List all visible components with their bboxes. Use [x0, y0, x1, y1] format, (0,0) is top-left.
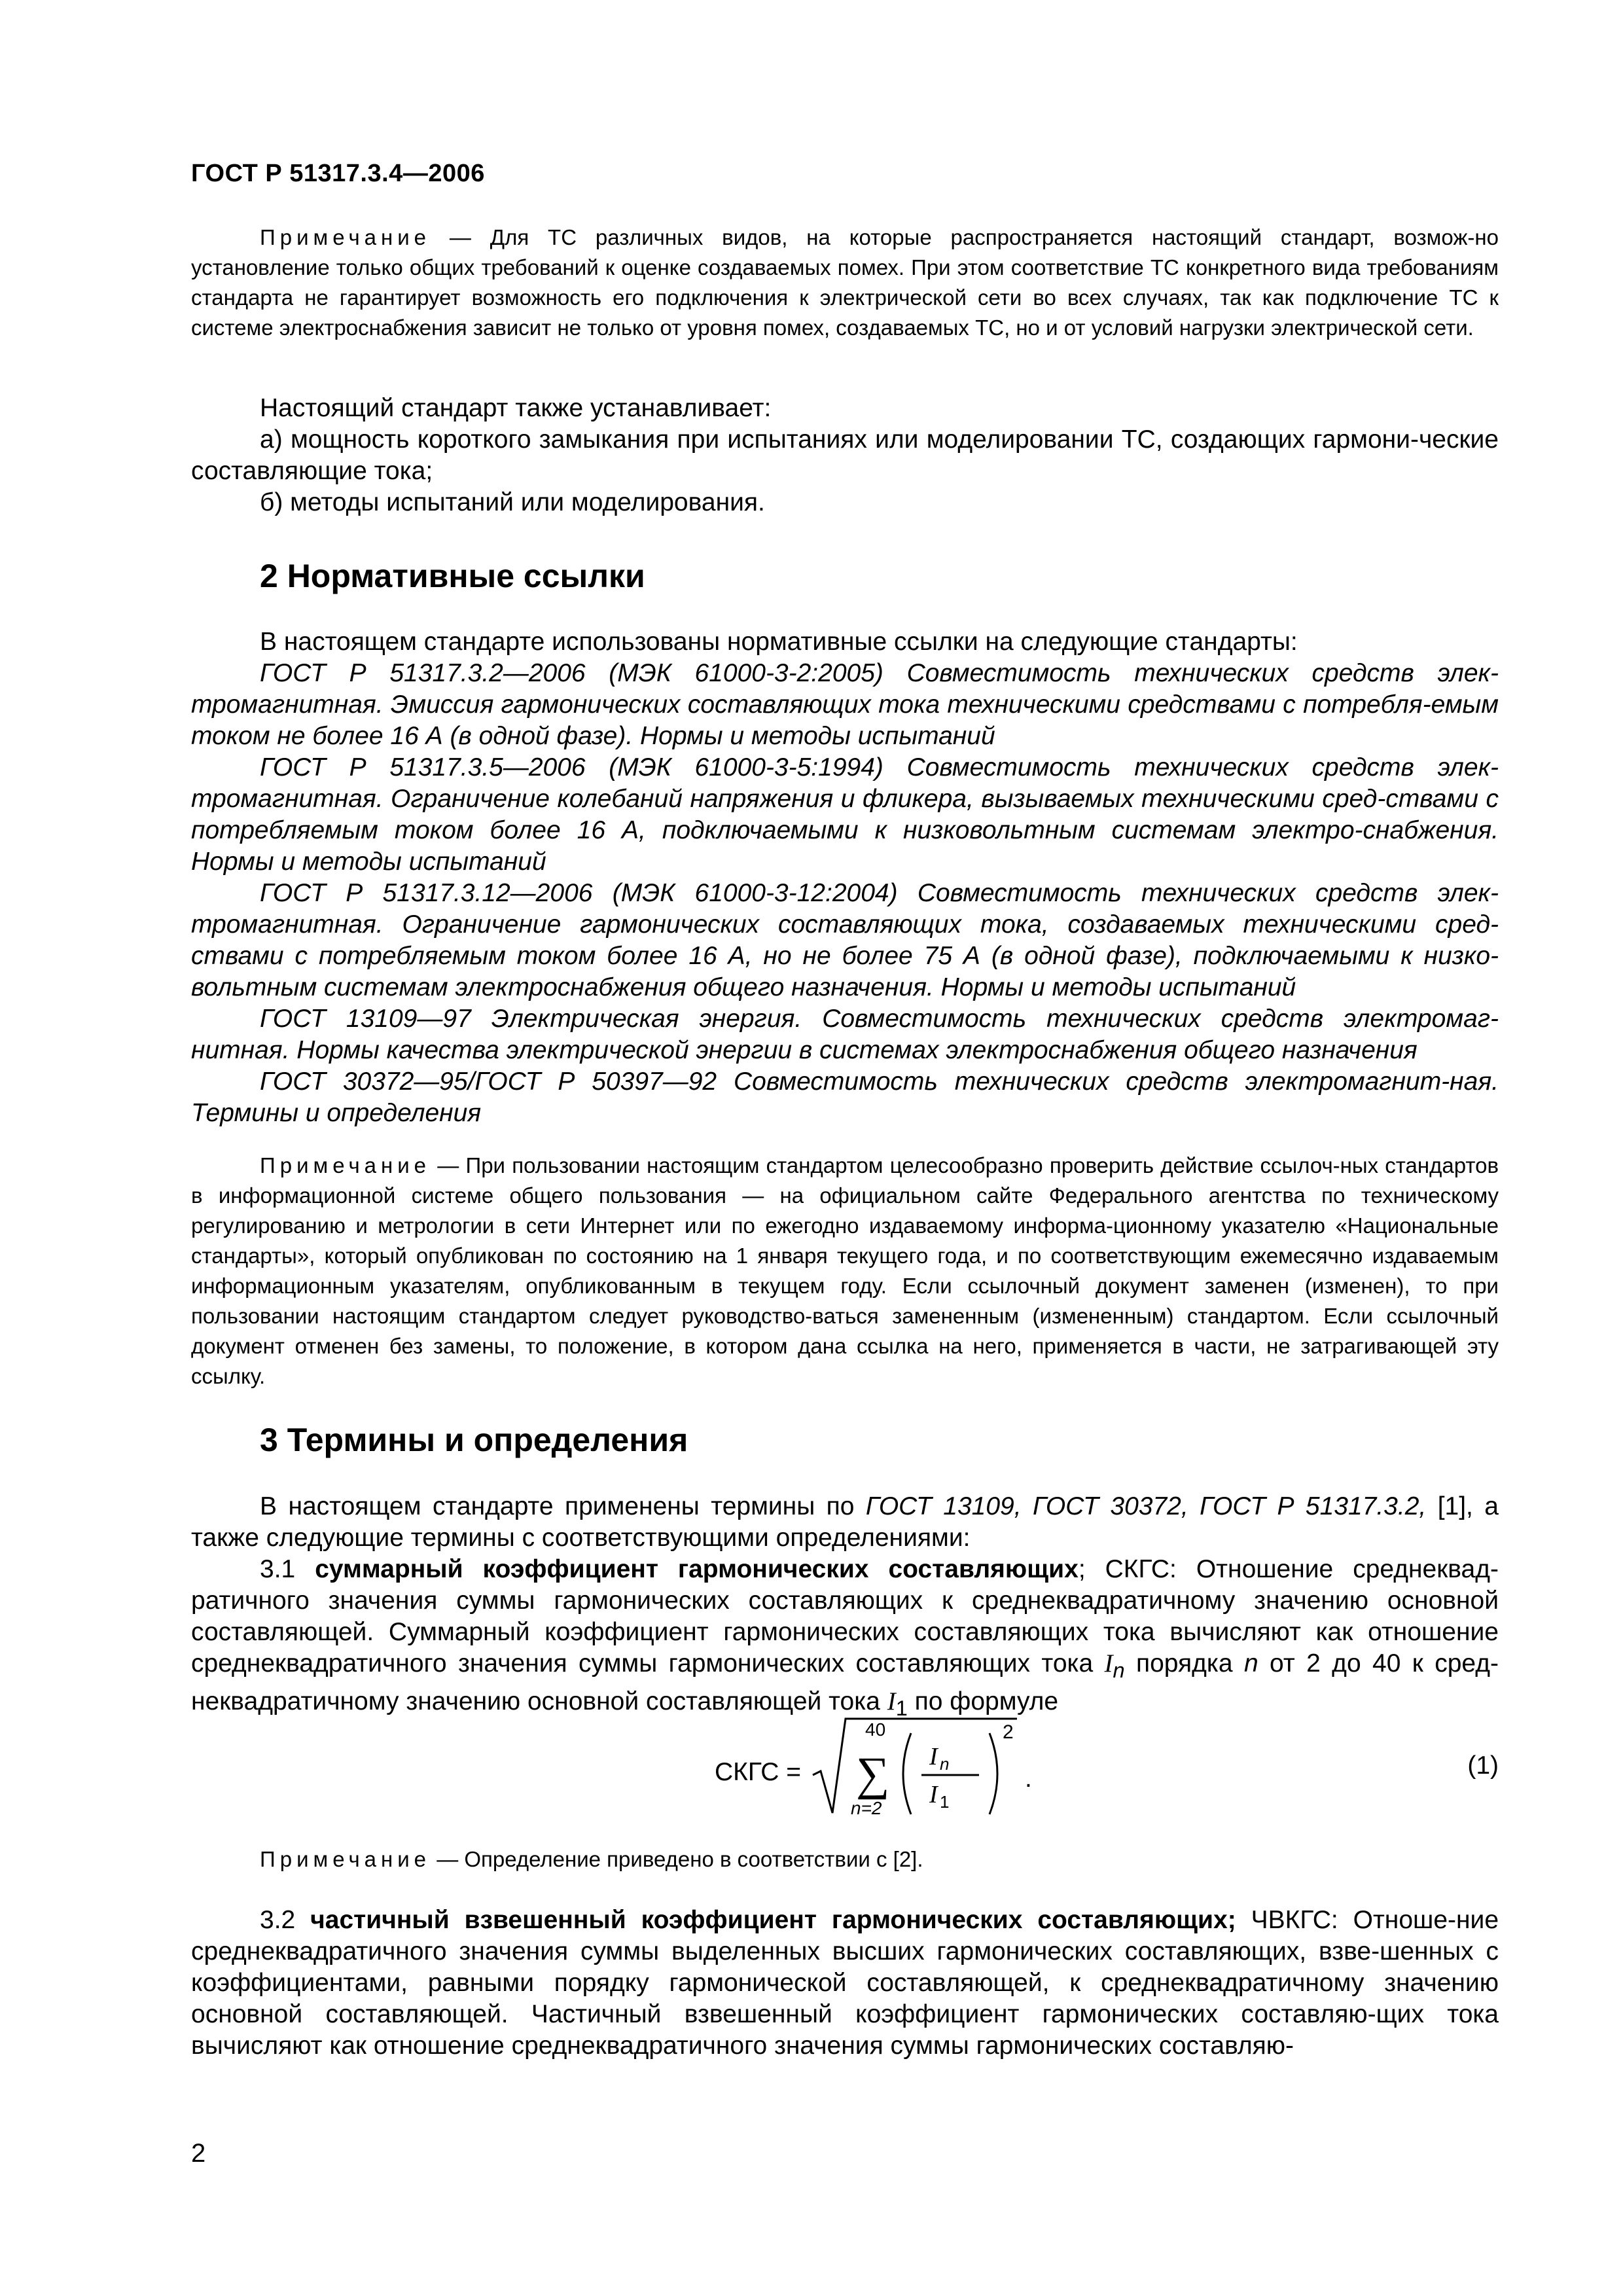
term-number: 3.1 — [260, 1555, 296, 1583]
scope-list — [191, 393, 1499, 518]
term-definition: Отноше-ние среднеквадратичного значения суммы выделенных высших гармонических составляющих, взве-шенных с коэффициентами, равными порядку гармонической составляющей, к среднеквадратичному значению основной составляющей. Частичный взвешенный коэффициент гармонических составляю-щих тока вычисляют как отношение среднеквадратичного значения суммы гармонических составляю- — [191, 1906, 1499, 2060]
fraction-denominator-sub: 1 — [940, 1792, 950, 1812]
note-label: Примечание — [260, 1847, 431, 1871]
scope-item-b: б) методы испытаний или моделирования. — [260, 488, 765, 516]
section-3 — [191, 1420, 1499, 1460]
fraction-numerator: I — [929, 1743, 938, 1770]
section-2-title: 2 Нормативные ссылки — [260, 558, 645, 594]
term-abbr: ; СКГС: — [1078, 1555, 1177, 1583]
sum-upper: 40 — [865, 1719, 886, 1740]
note-3-text: — Определение приведено в соответствии с [2]. — [437, 1847, 923, 1871]
exponent: 2 — [1003, 1721, 1014, 1743]
note-2-text: — При пользовании настоящим стандартом целесообразно проверить действие ссылоч-ных стандартов в информационной системе общего пользования — на официальном сайте Федерального агентства по техническому регулированию и метрологии в сети Интернет или по ежегодно издаваемому информа-ционному указателю «Национальные стандарты», который опубликован по состоянию на 1 января текущего года, и по соответствующим ежемесячно издаваемым информационным указателям, опубликованным в текущем году. Если ссылочный документ заменен (изменен), то при пользовании настоящим стандартом следует руководство-ваться замененным (измененным) стандартом. Если ссылочный документ отменен без замены, то положение, в котором дана ссылка на него, применяется в части, не затрагивающей эту ссылку. — [191, 1153, 1499, 1388]
fraction-numerator-sub: n — [940, 1754, 950, 1774]
fraction-denominator: I — [929, 1781, 938, 1808]
section-3-lead: В настоящем стандарте применены термины по ГОСТ 13109, ГОСТ 30372, ГОСТ Р 51317.3.2, [1], а также следующие термины с соответствующими определениями: — [191, 1492, 1499, 1552]
section-2-lead: В настоящем стандарте использованы нормативные ссылки на следующие стандарты: — [260, 628, 1298, 656]
note-2 — [191, 1151, 1499, 1391]
paren-right — [990, 1733, 997, 1814]
term-title: суммарный коэффициент гармонических составляющих — [315, 1555, 1079, 1583]
note-3 — [191, 1844, 1499, 1874]
note-1-text: — Для ТС различных видов, на которые распространяется настоящий стандарт, возмож-но установление только общих требований к оценке создаваемых помех. При этом соответствие ТС конкретного вида требованиям стандарта не гарантирует возможность его подключения к электрической сети во всех случаях, так как подключение ТС к системе электроснабжения зависит не только от уровня помех, создаваемых ТС, но и от условий нагрузки электрической сети. — [191, 225, 1499, 340]
radical-sign — [813, 1719, 1017, 1813]
formula-skgs — [715, 1715, 1173, 1826]
note-label: Примечание — [260, 225, 431, 249]
formula-1 — [191, 1715, 1499, 1826]
note-label: Примечание — [260, 1153, 431, 1177]
scope-item-a: а) мощность короткого замыкания при испытаниях или моделировании ТС, создающих гармони-ческие составляющие тока; — [191, 425, 1499, 485]
section-3-title: 3 Термины и определения — [260, 1422, 688, 1458]
formula-dot: . — [1025, 1765, 1032, 1793]
sum-lower: n=2 — [851, 1798, 882, 1818]
reference-item: ГОСТ Р 51317.3.2—2006 (МЭК 61000-3-2:2005) Совместимость технических средств элек-тромагнитная. Эмиссия гармонических составляющих тока техническими средствами с потребля-емым током не более 16 А (в одной фазе). Нормы и методы испытаний — [191, 659, 1499, 750]
document-code: ГОСТ Р 51317.3.4—2006 — [191, 160, 485, 187]
reference-item: ГОСТ 30372—95/ГОСТ Р 50397—92 Совместимость технических средств электромагнит-ная. Термины и определения — [191, 1067, 1499, 1127]
formula-lhs: СКГС = — [715, 1758, 802, 1786]
term-abbr: ЧВКГС: — [1251, 1906, 1338, 1934]
term-3-1: 3.1 суммарный коэффициент гармонических составляющих; СКГС: Отношение среднеквад-ратичного значения суммы гармонических составляющих к среднеквадратичному значению основной составляющей. Суммарный коэффициент гармонических составляющих тока вычисляют как отношение среднеквадратичного значения суммы гармонических составляющих тока $I_n$ порядка n от 2 до 40 к сред-неквадратичному значению основной составляющей тока $I_1$ по формуле — [191, 1555, 1499, 1720]
reference-item: ГОСТ Р 51317.3.12—2006 (МЭК 61000-3-12:2004) Совместимость технических средств элек-тромагнитная. Ограничение гармонических составляющих тока, создаваемых техническими сред-ствами с потребляемым током более 16 А, но не более 75 А (в одной фазе), подключаемыми к низко-вольтным системам электроснабжения общего назначения. Нормы и методы испытаний — [191, 879, 1499, 1001]
reference-item: ГОСТ 13109—97 Электрическая энергия. Совместимость технических средств электромаг-нитная. Нормы качества электрической энергии в системах электроснабжения общего назначения — [191, 1005, 1499, 1064]
section-2 — [191, 556, 1499, 596]
section-3-body — [191, 1491, 1499, 1724]
term-number: 3.2 — [260, 1906, 296, 1934]
term-3-2 — [191, 1905, 1499, 2062]
section-2-body — [191, 626, 1499, 1129]
sigma-symbol: ∑ — [856, 1748, 890, 1800]
note-1 — [191, 223, 1499, 343]
reference-item: ГОСТ Р 51317.3.5—2006 (МЭК 61000-3-5:1994) Совместимость технических средств элек-тромагнитная. Ограничение колебаний напряжения и фликера, вызываемых техническими сред-ствами с потребляемым током более 16 А, подключаемыми к низковольтным системам электро-снабжения. Нормы и методы испытаний — [191, 753, 1499, 876]
equation-number: (1) — [1467, 1751, 1499, 1780]
page-number: 2 — [191, 2139, 206, 2168]
term-title: частичный взвешенный коэффициент гармонических составляющих; — [310, 1906, 1236, 1934]
scope-lead: Настоящий стандарт также устанавливает: — [260, 394, 772, 422]
paren-left — [903, 1733, 911, 1814]
